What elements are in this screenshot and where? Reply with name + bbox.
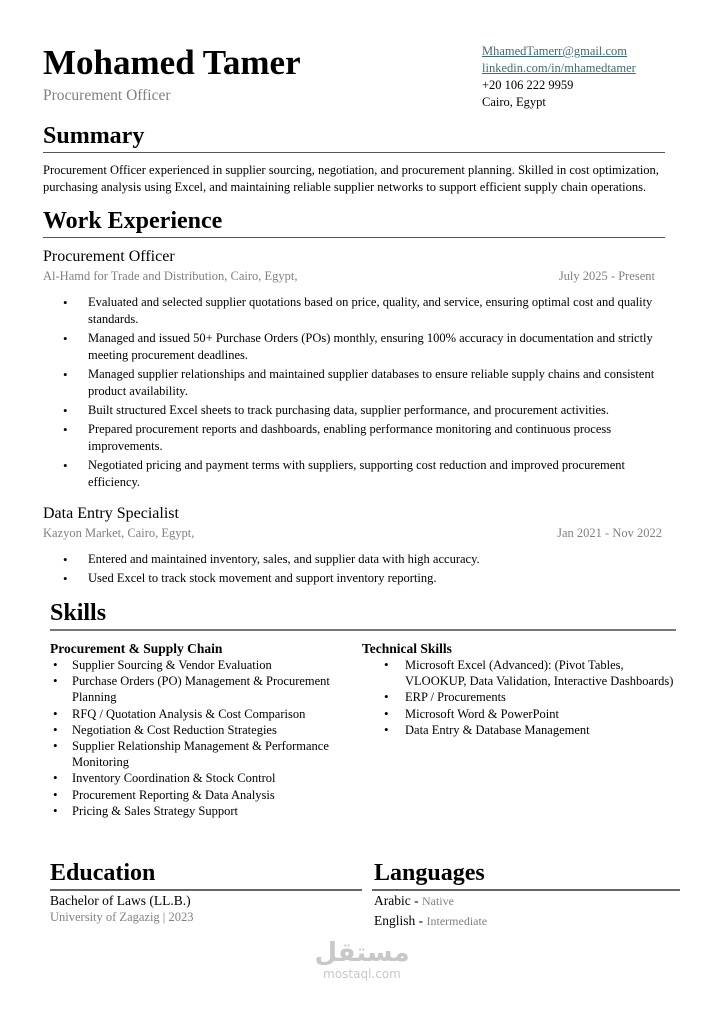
job-2: [43, 505, 662, 587]
language-item: [374, 891, 680, 911]
location: Cairo, Egypt: [482, 95, 546, 109]
job-meta: [43, 526, 662, 541]
experience-section: [43, 207, 665, 587]
watermark-arabic: مستقل: [314, 938, 410, 969]
list-item: • Purchase Orders (PO) Management & Procurement Planning: [50, 673, 355, 705]
job-dates: Jan 2021 - Nov 2022: [557, 526, 662, 540]
summary-section: [43, 122, 665, 195]
list-item: • Built structured Excel sheets to track purchasing data, supplier performance, and procurement activities.: [43, 402, 673, 419]
list-item: • Used Excel to track stock movement and support inventory reporting.: [43, 570, 662, 587]
language-level: Native: [421, 894, 454, 909]
education-school: University of Zagazig | 2023: [50, 910, 194, 925]
language-name: Arabic -: [374, 893, 422, 909]
job-company: Kazyon Market, Cairo, Egypt,: [43, 526, 195, 540]
list-item: • Entered and maintained inventory, sales, and supplier data with high accuracy.: [43, 551, 662, 568]
candidate-name: Mohamed Tamer: [43, 43, 301, 82]
list-item: • Procurement Reporting & Data Analysis: [50, 787, 355, 803]
languages-heading: Languages: [374, 860, 485, 887]
list-item: • Managed supplier relationships and maintained supplier databases to ensure reliable supply chains and consistent product availability.: [43, 366, 673, 400]
watermark-latin: mostaql.com: [323, 967, 401, 982]
list-item: • Microsoft Word & PowerPoint: [362, 706, 676, 722]
languages-list: [372, 891, 680, 931]
skills-list: [50, 657, 355, 819]
job-bullets: [43, 551, 662, 587]
list-item: • Managed and issued 50+ Purchase Orders (POs) monthly, ensuring 100% accuracy in documentation and strictly meeting procurement deadlines.: [43, 330, 673, 364]
job-meta: [43, 269, 655, 284]
summary-heading: Summary: [43, 123, 145, 149]
education-languages: [50, 859, 680, 931]
divider: [43, 152, 665, 153]
skills-group-technical: [362, 641, 676, 819]
skills-heading: Skills: [50, 600, 107, 626]
linkedin-link[interactable]: linkedin.com/in/mhamedtamer: [482, 61, 636, 75]
job-title: Data Entry Specialist: [43, 505, 179, 522]
job-company: Al-Hamd for Trade and Distribution, Cairo, Egypt,: [43, 269, 298, 283]
list-item: • Data Entry & Database Management: [362, 722, 676, 738]
list-item: • Evaluated and selected supplier quotations based on price, quality, and service, ensuring optimal cost and quality standards.: [43, 294, 673, 328]
job-1: [43, 248, 655, 491]
summary-text: Procurement Officer experienced in supplier sourcing, negotiation, and procurement planning. Skilled in cost optimization, purchasing analysis using Excel, and maintaining reliable supplier networks to support efficient supply chain operations.: [43, 163, 659, 194]
watermark: [0, 939, 724, 991]
language-item: [374, 911, 680, 931]
language-level: Intermediate: [426, 914, 488, 929]
education-heading: Education: [50, 860, 156, 887]
list-item: • Microsoft Excel (Advanced): (Pivot Tables, VLOOKUP, Data Validation, Interactive Dashboards): [362, 657, 676, 689]
divider: [43, 237, 665, 238]
experience-heading: Work Experience: [43, 208, 223, 234]
list-item: • Pricing & Sales Strategy Support: [50, 803, 355, 819]
resume-header: [0, 0, 724, 118]
list-item: • ERP / Procurements: [362, 689, 676, 705]
skills-group-procurement: [50, 641, 355, 819]
list-item: • Supplier Relationship Management & Performance Monitoring: [50, 738, 355, 770]
job-title: Procurement Officer: [43, 248, 175, 265]
education-degree: Bachelor of Laws (LL.B.): [50, 893, 191, 909]
divider: [50, 889, 362, 891]
list-item: • Negotiation & Cost Reduction Strategies: [50, 722, 355, 738]
skills-section: [50, 599, 676, 631]
list-item: • Supplier Sourcing & Vendor Evaluation: [50, 657, 355, 673]
skills-group-title: Technical Skills: [362, 641, 452, 656]
list-item: • Negotiated pricing and payment terms with suppliers, supporting cost reduction and improved procurement efficiency.: [43, 457, 673, 491]
skills-columns: [50, 641, 676, 819]
phone: +20 106 222 9959: [482, 78, 574, 92]
divider: [50, 629, 676, 631]
language-name: English -: [374, 913, 427, 929]
education-section: [50, 859, 362, 931]
skills-list: [362, 657, 676, 738]
list-item: • Prepared procurement reports and dashboards, enabling performance monitoring and continuous process improvements.: [43, 421, 673, 455]
list-item: • Inventory Coordination & Stock Control: [50, 770, 355, 786]
languages-section: [372, 859, 680, 931]
job-bullets: [43, 294, 673, 491]
email-link[interactable]: MhamedTamerr@gmail.com: [482, 44, 627, 58]
skills-group-title: Procurement & Supply Chain: [50, 641, 223, 656]
list-item: • RFQ / Quotation Analysis & Cost Comparison: [50, 706, 355, 722]
candidate-title: Procurement Officer: [43, 87, 171, 104]
job-dates: July 2025 - Present: [558, 269, 655, 283]
contact-info: [482, 43, 636, 111]
